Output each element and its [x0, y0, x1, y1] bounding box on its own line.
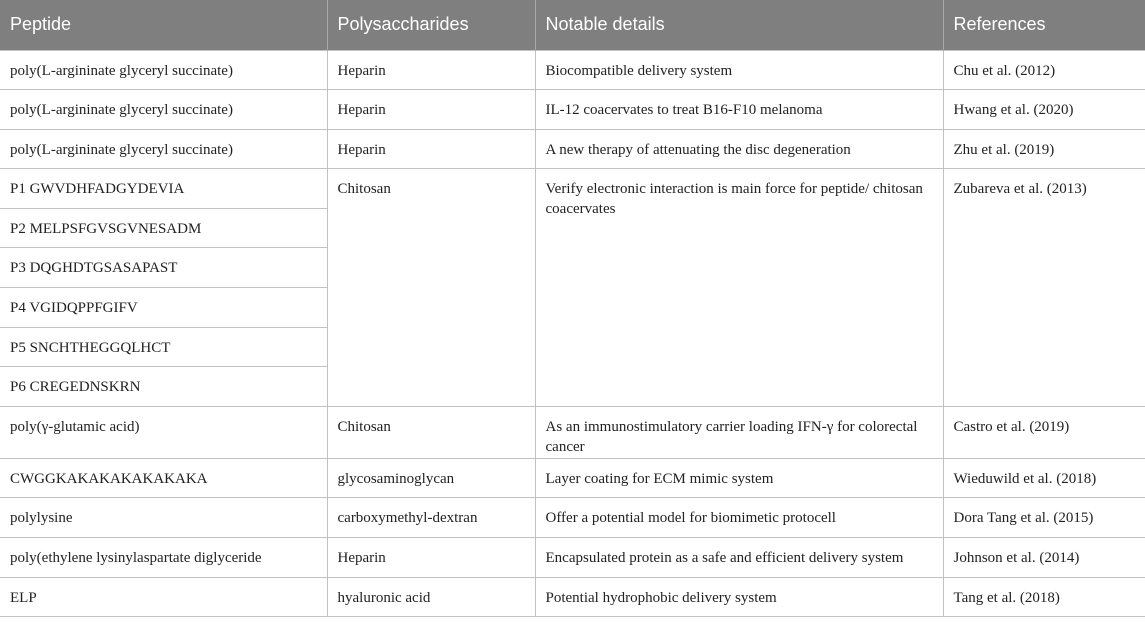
column-header-references: References — [943, 0, 1145, 50]
column-header-polysaccharides: Polysaccharides — [327, 0, 535, 50]
polysaccharide-cell: Heparin — [327, 90, 535, 130]
reference-cell: Tang et al. (2018) — [943, 577, 1145, 617]
peptide-cell: poly(L-argininate glyceryl succinate) — [0, 50, 327, 90]
polysaccharide-cell: glycosaminoglycan — [327, 458, 535, 498]
column-header-notable-details: Notable details — [535, 0, 943, 50]
peptide-cell: P6 CREGEDNSKRN — [0, 367, 327, 407]
peptide-cell: P1 GWVDHFADGYDEVIA — [0, 169, 327, 209]
details-cell: Verify electronic interaction is main force for peptide/ chitosan coacervates — [535, 169, 943, 407]
reference-cell: Wieduwild et al. (2018) — [943, 458, 1145, 498]
peptide-cell: poly(ethylene lysinylaspartate diglyceride — [0, 538, 327, 578]
reference-cell: Castro et al. (2019) — [943, 406, 1145, 458]
polysaccharide-cell: Heparin — [327, 50, 535, 90]
details-cell: A new therapy of attenuating the disc degeneration — [535, 129, 943, 169]
peptide-cell: P5 SNCHTHEGGQLHCT — [0, 327, 327, 367]
reference-cell: Hwang et al. (2020) — [943, 90, 1145, 130]
details-cell: Potential hydrophobic delivery system — [535, 577, 943, 617]
reference-cell: Zhu et al. (2019) — [943, 129, 1145, 169]
table-row — [0, 577, 1145, 617]
table-header — [0, 0, 1145, 50]
polysaccharide-cell: carboxymethyl-dextran — [327, 498, 535, 538]
details-cell: Offer a potential model for biomimetic protocell — [535, 498, 943, 538]
details-cell: IL-12 coacervates to treat B16-F10 melanoma — [535, 90, 943, 130]
reference-cell: Chu et al. (2012) — [943, 50, 1145, 90]
reference-cell: Zubareva et al. (2013) — [943, 169, 1145, 407]
peptide-cell: P3 DQGHDTGSASAPAST — [0, 248, 327, 288]
table-row — [0, 129, 1145, 169]
peptide-cell: poly(L-argininate glyceryl succinate) — [0, 129, 327, 169]
details-cell: Biocompatible delivery system — [535, 50, 943, 90]
reference-cell: Johnson et al. (2014) — [943, 538, 1145, 578]
peptide-cell: P2 MELPSFGVSGVNESADM — [0, 208, 327, 248]
peptide-cell: ELP — [0, 577, 327, 617]
column-header-peptide: Peptide — [0, 0, 327, 50]
polysaccharide-cell: hyaluronic acid — [327, 577, 535, 617]
peptide-cell: CWGGKAKAKAKAKAKAKA — [0, 458, 327, 498]
peptide-cell: poly(γ-glutamic acid) — [0, 406, 327, 458]
peptide-cell: polylysine — [0, 498, 327, 538]
polysaccharide-cell: Heparin — [327, 538, 535, 578]
polysaccharide-cell: Chitosan — [327, 406, 535, 458]
table-body — [0, 50, 1145, 617]
table-row — [0, 458, 1145, 498]
polysaccharide-cell: Chitosan — [327, 169, 535, 407]
table-row — [0, 538, 1145, 578]
peptide-cell: P4 VGIDQPPFGIFV — [0, 288, 327, 328]
table-row — [0, 406, 1145, 458]
table-row — [0, 169, 1145, 209]
reference-cell: Dora Tang et al. (2015) — [943, 498, 1145, 538]
table-row — [0, 498, 1145, 538]
peptide-cell: poly(L-argininate glyceryl succinate) — [0, 90, 327, 130]
table-row — [0, 50, 1145, 90]
details-cell: As an immunostimulatory carrier loading IFN-γ for colorectal cancer — [535, 406, 943, 458]
header-row — [0, 0, 1145, 50]
details-cell: Layer coating for ECM mimic system — [535, 458, 943, 498]
polysaccharide-cell: Heparin — [327, 129, 535, 169]
table-row — [0, 90, 1145, 130]
details-cell: Encapsulated protein as a safe and efficient delivery system — [535, 538, 943, 578]
